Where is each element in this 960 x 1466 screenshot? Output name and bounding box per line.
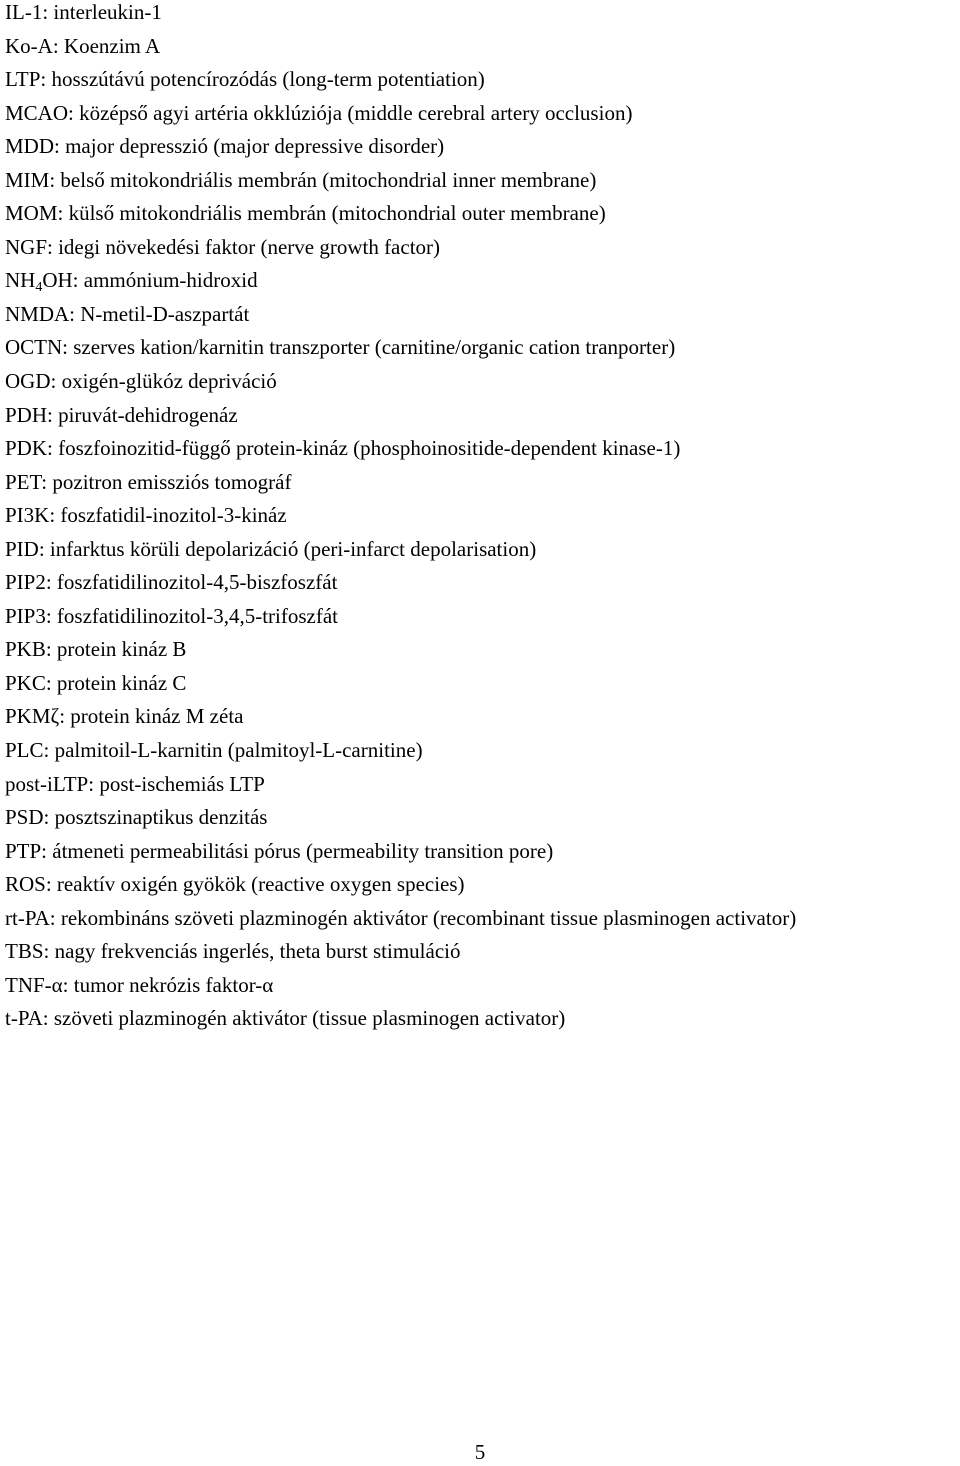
abbreviation-item: PKC: protein kináz C <box>5 670 187 695</box>
abbreviation-item: MOM: külső mitokondriális membrán (mitochondrial outer membrane) <box>5 201 606 226</box>
abbreviation-item: TBS: nagy frekvenciás ingerlés, theta burst stimuláció <box>5 939 461 964</box>
formula-part: OH: ammónium-hidroxid <box>42 268 258 293</box>
abbreviation-item: OGD: oxigén-glükóz depriváció <box>5 369 277 394</box>
abbreviation-item: PSD: posztszinaptikus denzitás <box>5 805 268 830</box>
abbreviation-item: PTP: átmeneti permeabilitási pórus (permeability transition pore) <box>5 838 554 863</box>
abbreviation-item: PID: infarktus körüli depolarizáció (peri-infarct depolarisation) <box>5 536 537 561</box>
abbreviation-item: PET: pozitron emissziós tomográf <box>5 469 292 494</box>
abbreviation-item: PKMζ: protein kináz M zéta <box>5 704 244 729</box>
abbreviation-item: Ko-A: Koenzim A <box>5 33 161 58</box>
abbreviation-item: MDD: major depresszió (major depressive disorder) <box>5 134 445 159</box>
abbreviation-item: ROS: reaktív oxigén gyökök (reactive oxygen species) <box>5 872 465 897</box>
abbreviation-item: NMDA: N-metil-D-aszpartát <box>5 301 250 326</box>
abbreviation-item: TNF-α: tumor nekrózis faktor-α <box>5 972 274 997</box>
abbreviation-item: PDK: foszfoinozitid-függő protein-kináz (phosphoinositide-dependent kinase-1) <box>5 436 681 461</box>
abbreviation-item: PIP2: foszfatidilinozitol-4,5-biszfoszfát <box>5 570 338 595</box>
abbreviation-item: PKB: protein kináz B <box>5 637 187 662</box>
abbreviation-item: NGF: idegi növekedési faktor (nerve growth factor) <box>5 234 441 259</box>
abbreviation-item: PDH: piruvát-dehidrogenáz <box>5 402 238 427</box>
abbreviation-item: t-PA: szöveti plazminogén aktivátor (tissue plasminogen activator) <box>5 1006 566 1031</box>
abbreviation-item: IL-1: interleukin-1 <box>5 0 162 24</box>
abbreviation-item: LTP: hosszútávú potencírozódás (long-term potentiation) <box>5 67 485 92</box>
abbreviation-item: OCTN: szerves kation/karnitin transzporter (carnitine/organic cation tranporter) <box>5 335 676 360</box>
abbreviation-item: rt-PA: rekombináns szöveti plazminogén aktivátor (recombinant tissue plasminogen activator) <box>5 905 797 930</box>
abbreviation-item: PI3K: foszfatidil-inozitol-3-kináz <box>5 503 287 528</box>
abbreviation-list <box>5 0 960 1036</box>
abbreviation-item-nh4oh <box>5 264 960 298</box>
abbreviation-item: post-iLTP: post-ischemiás LTP <box>5 771 265 796</box>
abbreviation-item: PLC: palmitoil-L-karnitin (palmitoyl-L-carnitine) <box>5 738 423 763</box>
formula-subscript: 4 <box>35 280 43 296</box>
abbreviation-item: MCAO: középső agyi artéria okklúziója (middle cerebral artery occlusion) <box>5 100 633 125</box>
abbreviation-item: PIP3: foszfatidilinozitol-3,4,5-trifoszfát <box>5 603 339 628</box>
formula-part: NH <box>5 268 36 293</box>
abbreviation-item: MIM: belső mitokondriális membrán (mitochondrial inner membrane) <box>5 167 597 192</box>
page-number: 5 <box>474 1440 486 1464</box>
